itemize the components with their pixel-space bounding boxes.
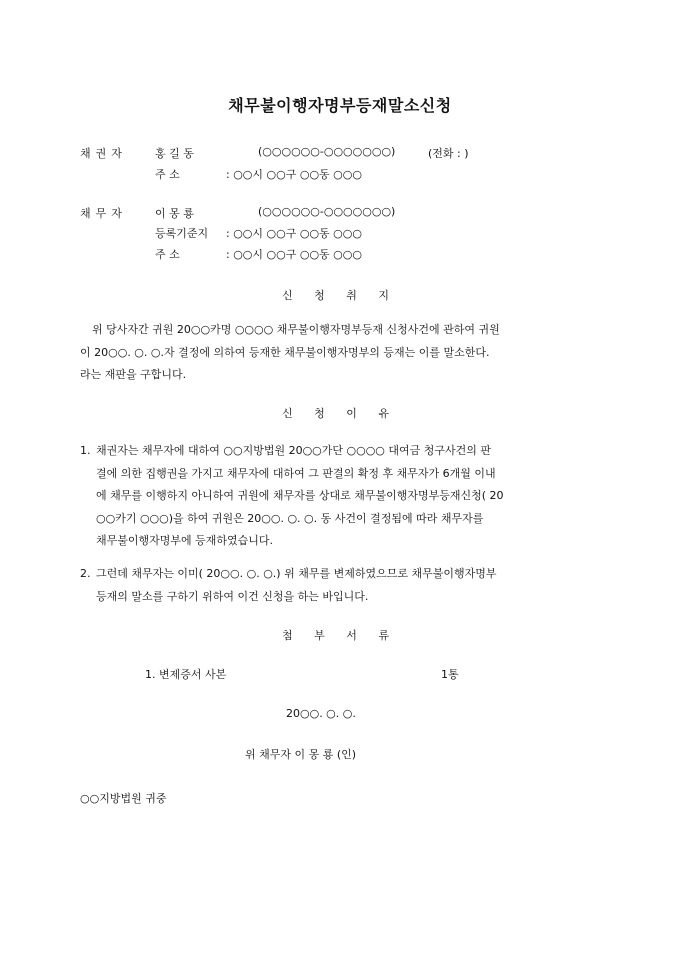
reason-line: ○○카기 ○○○)을 하여 귀원은 20○○. ○. ○. 동 사건이 결정됨에 따라 채무자를: [96, 511, 484, 525]
reason-line: 채무불이행자명부에 등재하였습니다.: [96, 534, 274, 547]
creditor-phone: (전화 : ): [428, 147, 469, 160]
purpose-line: 이 20○○. ○. ○.자 결정에 의하여 등재한 채무불이행자명부의 등재는 이를 말소한다.: [80, 345, 490, 359]
purpose-line: 라는 재판을 구합니다.: [80, 368, 187, 381]
creditor-name: 홍 길 동: [155, 147, 194, 160]
attachment-item-label: 1. 변제증서 사본: [145, 668, 227, 681]
creditor-role-label: 채권자: [80, 147, 127, 160]
purpose-heading: 신 청 취 지: [282, 289, 398, 302]
reason-item-1: [80, 440, 600, 553]
reason-number: 1.: [80, 444, 91, 457]
debtor-name: 이 몽 룡: [155, 207, 194, 220]
purpose-paragraph: [80, 319, 610, 387]
debtor-address: : ○○시 ○○구 ○○동 ○○○: [226, 248, 362, 261]
reason-line: 에 채무를 이행하지 아니하여 귀원에 채무자를 상대로 채무불이행자명부등재신청( 20: [96, 489, 504, 502]
creditor-address: : ○○시 ○○구 ○○동 ○○○: [226, 168, 362, 181]
debtor-registration: : ○○시 ○○구 ○○동 ○○○: [226, 227, 362, 240]
debtor-address-label: 주 소: [155, 248, 180, 261]
reason-line: 결에 의한 집행권을 가지고 채무자에 대하여 그 판결의 확정 후 채무자가 6개월 이내: [96, 466, 496, 480]
reason-number: 2.: [80, 567, 91, 580]
debtor-registration-label: 등록기준지: [155, 227, 209, 240]
court-addressee: ○○지방법원 귀중: [80, 792, 167, 805]
reason-line: 채권자는 채무자에 대하여 ○○지방법원 20○○가단 ○○○○ 대여금 청구사건의 판: [96, 444, 492, 457]
reason-item-2: [80, 563, 600, 608]
reasons-heading: 신 청 이 유: [282, 407, 398, 420]
attachment-item-count: 1통: [441, 668, 459, 681]
debtor-role-label: 채무자: [80, 207, 127, 220]
document-date: 20○○. ○. ○.: [286, 707, 356, 720]
reason-line: 등재의 말소를 구하기 위하여 이건 신청을 하는 바입니다.: [96, 589, 369, 603]
reason-line: 그런데 채무자는 이미( 20○○. ○. ○.) 위 채무를 변제하였으므로 채무불이행자명부: [96, 567, 497, 580]
signature-line: 위 채무자 이 몽 룡 (인): [245, 748, 357, 761]
debtor-id: (○○○○○○-○○○○○○○): [258, 205, 396, 218]
creditor-id: (○○○○○○-○○○○○○○): [258, 145, 396, 158]
purpose-line: 위 당사자간 귀원 20○○카명 ○○○○ 채무불이행자명부등재 신청사건에 관하여 귀원: [92, 323, 500, 336]
creditor-address-label: 주 소: [155, 168, 180, 181]
document-title: 채무불이행자명부등재말소신청: [228, 96, 452, 115]
attachments-heading: 첨 부 서 류: [282, 629, 398, 642]
